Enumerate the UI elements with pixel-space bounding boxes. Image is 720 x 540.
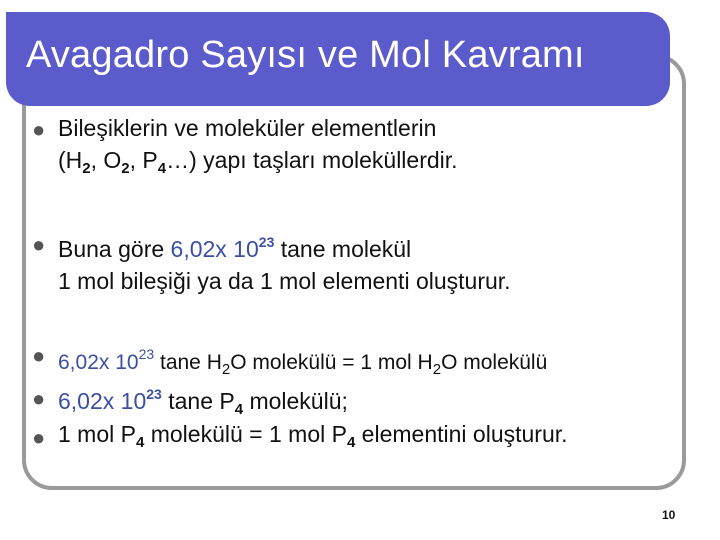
page-number: 10 [662,508,676,522]
bullet-1-line-2: ($H_2$, $O_2$, $P_4\dots$) yapı taşları moleküllerdir. [58,147,458,177]
bullet-5-line: 1 mol $P_4$ molekülü = 1 mol $P_4$ elementini oluşturur. [58,421,568,451]
bullet-1-line-1: Bileşiklerin ve moleküler elementlerin [58,115,437,141]
bullet-4-line: 6,02x $10^{23}$ tane $P_4$ molekülü; [58,386,348,418]
bullet-icon: ● [32,343,46,368]
bullet-icon: ● [32,117,46,142]
bullet-item-5 [58,418,568,459]
slide-title: Avagadro Sayısı ve Mol Kavramı [26,34,585,76]
bullet-3-line: 6,02x $10^{23}$ tane $H_2O$ molekülü = 1 mol $H_2O$ molekülü [58,346,548,378]
bullet-icon: ● [32,386,46,411]
bullet-icon: ● [32,232,46,257]
bullet-item-2 [58,226,511,297]
bullet-2-line-2: 1 mol bileşiği ya da 1 mol elementi oluşturur. [58,268,511,294]
bullet-item-1 [58,112,458,185]
title-bar [6,12,670,106]
bullet-2-line-1: Buna göre 6,02x $10^{23}$ tane molekül [58,234,412,262]
title-underline [26,106,644,109]
bullet-icon: ● [32,425,46,450]
